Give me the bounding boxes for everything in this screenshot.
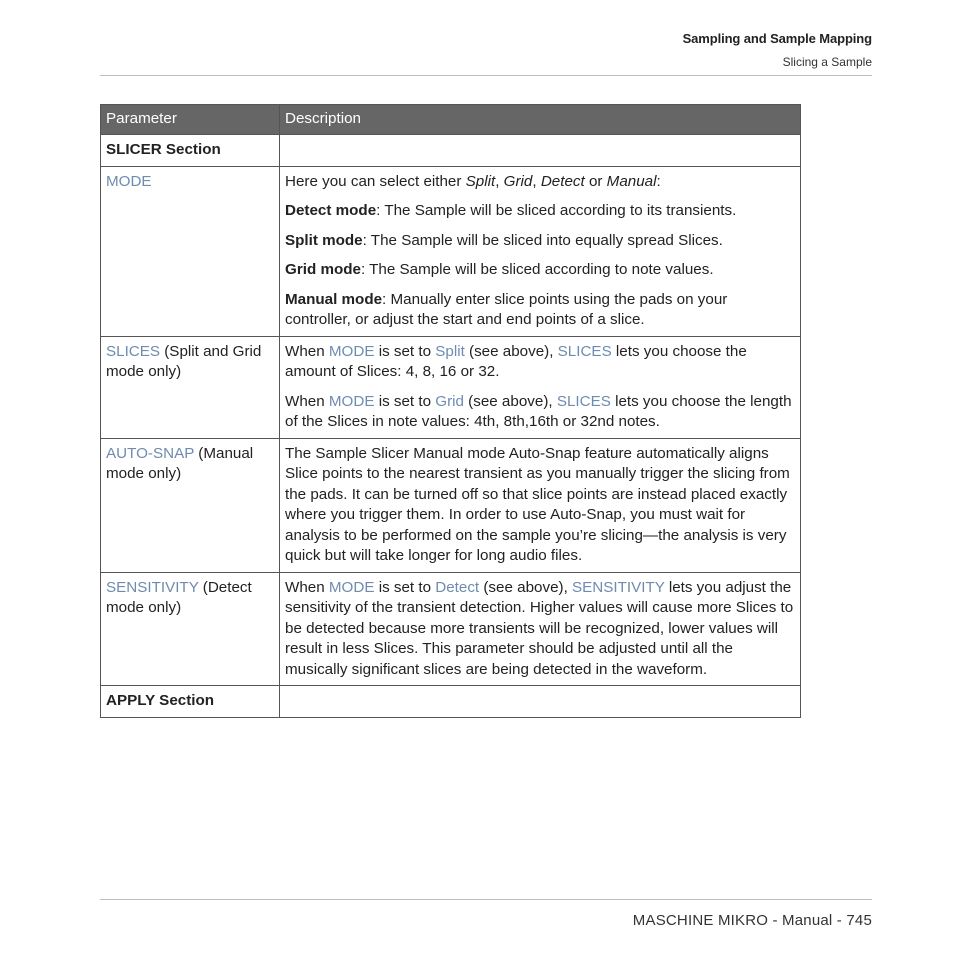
table-row bbox=[101, 686, 801, 718]
section-title: Slicing a Sample bbox=[782, 55, 872, 69]
desc-cell-sensitivity bbox=[280, 572, 801, 686]
mode-split bbox=[285, 231, 795, 252]
mode-grid bbox=[285, 260, 795, 281]
table-row bbox=[101, 135, 801, 167]
page-footer-label: MASCHINE MIKRO - Manual - 745 bbox=[632, 912, 872, 929]
slices-grid-text bbox=[285, 392, 795, 433]
text-run: When bbox=[285, 578, 329, 596]
text-run: or bbox=[584, 172, 607, 190]
param-cell-mode bbox=[101, 166, 280, 336]
text-run: is set to bbox=[374, 342, 436, 360]
mode-intro bbox=[285, 172, 795, 193]
text-run: lets you choose the length of the Slices in note values: 4th, 8th,16th or 32nd notes. bbox=[285, 392, 792, 430]
table-row bbox=[101, 336, 801, 438]
table-header-row bbox=[101, 105, 801, 135]
param-cell-sensitivity bbox=[101, 572, 280, 686]
table-row bbox=[101, 166, 801, 336]
section-label-apply: APPLY Section bbox=[101, 686, 280, 718]
text-run: : The Sample will be sliced according to its transients. bbox=[376, 202, 737, 219]
text-run: , bbox=[532, 172, 541, 190]
param-name-mode: MODE bbox=[106, 172, 152, 190]
param-name-auto-snap: AUTO-SNAP bbox=[106, 444, 195, 462]
text-run: : The Sample will be sliced according to note values. bbox=[360, 261, 714, 278]
param-cell-auto-snap bbox=[101, 438, 280, 572]
text-run: When bbox=[285, 392, 329, 410]
ref-detect: Detect bbox=[435, 578, 480, 596]
text-run: is set to bbox=[374, 392, 436, 410]
param-note: (Detect mode only) bbox=[106, 578, 252, 616]
text-run: : The Sample will be sliced into equally spread Slices. bbox=[362, 231, 723, 249]
parameter-table bbox=[100, 104, 801, 718]
option-detect: Detect bbox=[540, 172, 585, 190]
ref-mode: MODE bbox=[328, 342, 375, 360]
text-run: (see above), bbox=[464, 342, 558, 360]
table-row bbox=[101, 438, 801, 572]
text-run: (see above), bbox=[479, 578, 573, 596]
label-detect-mode: Detect mode bbox=[285, 202, 377, 219]
mode-detect bbox=[285, 201, 795, 222]
ref-mode: MODE bbox=[328, 578, 375, 596]
text-run: When bbox=[285, 342, 329, 360]
slices-split-text bbox=[285, 342, 795, 383]
footer-divider bbox=[100, 899, 872, 900]
ref-grid: Grid bbox=[435, 392, 464, 410]
desc-cell-auto-snap: The Sample Slicer Manual mode Auto-Snap feature automatically aligns Slice points to the nearest transient as you manually trigger the slicing from the pads. It can be turned off so that slice points are instead placed exactly where you trigger them. In order to use Auto-Snap, you must wait for analysis to be performed on the sample you’re slicing—the analysis is very quick but will take longer for long audio files. bbox=[280, 438, 801, 572]
param-note: (Manual mode only) bbox=[106, 444, 254, 482]
ref-split: Split bbox=[435, 342, 465, 360]
text-run: : Manually enter slice points using the pads on your controller, or adjust the start and end points of a slice. bbox=[285, 290, 728, 328]
option-grid: Grid bbox=[503, 172, 533, 190]
chapter-title: Sampling and Sample Mapping bbox=[682, 31, 872, 46]
header-divider bbox=[100, 75, 872, 76]
table-row bbox=[101, 572, 801, 686]
text-run: , bbox=[495, 172, 504, 190]
option-manual: Manual bbox=[606, 172, 657, 190]
ref-slices: SLICES bbox=[556, 392, 611, 410]
text-run: lets you choose the amount of Slices: 4, 8, 16 or 32. bbox=[285, 342, 747, 380]
text-run: is set to bbox=[374, 578, 436, 596]
mode-manual bbox=[285, 290, 795, 331]
desc-cell-mode bbox=[280, 166, 801, 336]
param-name-slices: SLICES bbox=[106, 342, 161, 360]
text-run: (see above), bbox=[463, 392, 557, 410]
empty-cell bbox=[280, 135, 801, 167]
ref-slices: SLICES bbox=[557, 342, 612, 360]
text-run: Here you can select either bbox=[285, 172, 466, 190]
label-split-mode: Split mode bbox=[285, 231, 363, 249]
param-note: (Split and Grid mode only) bbox=[106, 342, 262, 380]
desc-cell-slices bbox=[280, 336, 801, 438]
ref-sensitivity: SENSITIVITY bbox=[572, 578, 665, 596]
text-run: : bbox=[656, 172, 661, 190]
column-header-description: Description bbox=[280, 105, 801, 135]
column-header-parameter: Parameter bbox=[101, 105, 280, 135]
param-name-sensitivity: SENSITIVITY bbox=[106, 578, 199, 596]
empty-cell bbox=[280, 686, 801, 718]
section-label-slicer: SLICER Section bbox=[101, 135, 280, 167]
label-manual-mode: Manual mode bbox=[285, 290, 383, 308]
ref-mode: MODE bbox=[328, 392, 375, 410]
label-grid-mode: Grid mode bbox=[285, 261, 361, 278]
option-split: Split bbox=[465, 172, 496, 190]
param-cell-slices bbox=[101, 336, 280, 438]
text-run: lets you adjust the sensitivity of the transient detection. Higher values will cause more Slices to be detected because more transients will be recognized, lower values will result in less Slices. This parameter should be adjusted until all the musically significant slices are being detected in the waveform. bbox=[285, 578, 794, 678]
